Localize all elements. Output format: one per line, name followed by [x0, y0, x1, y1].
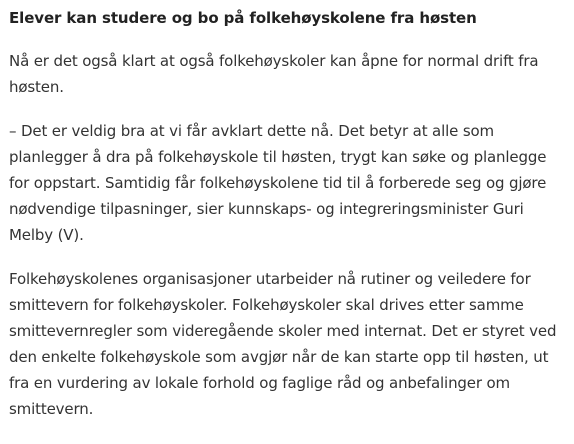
article-heading: Elever kan studere og bo på folkehøyskolene fra høsten [9, 9, 477, 27]
article-paragraph-2: – Det er veldig bra at vi får avklart dette nå. Det betyr at alle som planlegger å dra på folkehøyskole til høsten, trygt kan søke og planlegge for oppstart. Samtidig får folkehøyskolene tid til å forberede seg og gjøre nødvendige tilpasninger, sier kunnskaps- og integreringsminister Guri Melby (V). [9, 122, 547, 244]
article-paragraph-1: Nå er det også klart at også folkehøyskoler kan åpne for normal drift fra høsten. [9, 52, 539, 96]
article-paragraph-3: Folkehøyskolenes organisasjoner utarbeider nå rutiner og veiledere for smittevern for folkehøyskoler. Folkehøyskoler skal drives etter samme smittevernregler som videregående skoler med internat. Det er styret ved den enkelte folkehøyskole som avgjør når de kan starte opp til høsten, ut fra en vurdering av lokale forhold og faglige råd og anbefalinger om smittevern. [9, 270, 557, 418]
